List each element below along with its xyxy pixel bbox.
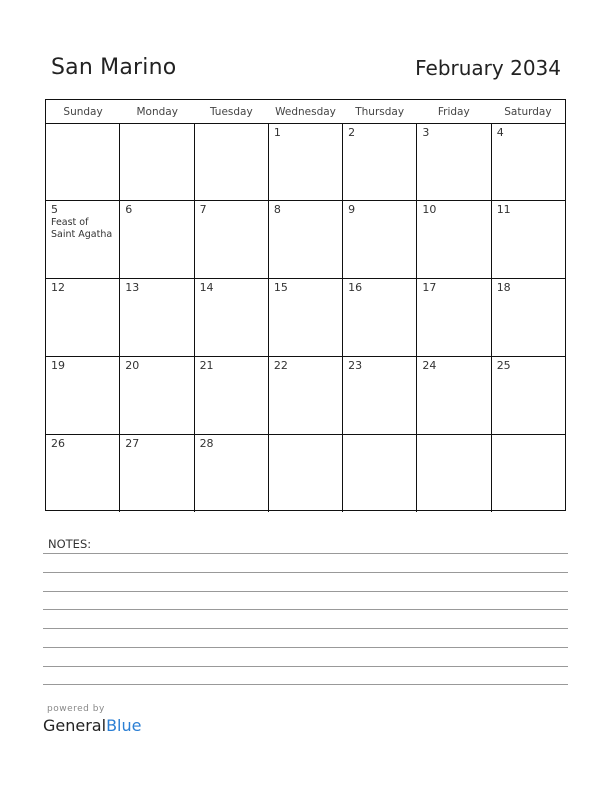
calendar-grid [45, 99, 566, 511]
day-number: 14 [199, 281, 214, 294]
day-number: 4 [496, 126, 504, 139]
week-row [46, 124, 565, 201]
day-cell [195, 124, 269, 200]
weekday-monday: Monday [136, 106, 178, 118]
month-year: February 2034 [415, 56, 561, 80]
day-cell [492, 201, 565, 278]
day-number: 18 [496, 281, 511, 294]
weekday-friday: Friday [437, 106, 470, 118]
day-cell [492, 435, 565, 512]
day-cell [343, 201, 417, 278]
day-cell [269, 124, 343, 200]
powered-by-text: powered by [47, 704, 105, 714]
day-number: 24 [422, 359, 437, 372]
weekday-header [46, 100, 565, 124]
day-cell [46, 435, 120, 512]
notes-line [43, 628, 568, 629]
day-cell [269, 435, 343, 512]
day-number: 16 [348, 281, 363, 294]
day-number: 5 [51, 203, 58, 216]
day-number: 10 [422, 203, 437, 216]
day-number: 17 [422, 281, 437, 294]
day-number: 21 [199, 359, 214, 372]
notes-line [43, 591, 568, 592]
day-cell [417, 279, 491, 356]
page-title: San Marino [51, 55, 177, 80]
brand-general: General [43, 716, 107, 735]
day-cell [269, 357, 343, 434]
day-cell [120, 201, 194, 278]
day-number: 27 [125, 437, 140, 450]
day-cell [195, 279, 269, 356]
day-number: 25 [496, 359, 511, 372]
notes-line [43, 572, 568, 573]
notes-line [43, 553, 568, 554]
day-cell [343, 357, 417, 434]
day-number: 19 [51, 359, 65, 372]
day-number: 28 [199, 437, 214, 450]
day-cell [492, 279, 565, 356]
day-cell [195, 201, 269, 278]
day-cell [120, 124, 194, 200]
day-cell [120, 435, 194, 512]
weekday-wednesday: Wednesday [275, 106, 336, 118]
day-number: 26 [51, 437, 65, 450]
day-number: 9 [348, 203, 356, 216]
week-row [46, 201, 565, 279]
day-cell [46, 357, 120, 434]
weekday-saturday: Saturday [504, 106, 552, 118]
day-cell [492, 124, 565, 200]
day-cell [417, 201, 491, 278]
day-number: 6 [125, 203, 133, 216]
holiday-event: Feast of Saint Agatha [51, 217, 113, 240]
brand-logo [43, 716, 141, 735]
day-number: 1 [273, 126, 281, 139]
day-cell [46, 124, 120, 200]
brand-blue: Blue [106, 716, 142, 735]
day-cell [195, 357, 269, 434]
day-cell [46, 201, 120, 278]
day-cell [417, 357, 491, 434]
day-number: 23 [348, 359, 363, 372]
day-cell [492, 357, 565, 434]
day-number: 2 [348, 126, 356, 139]
day-cell [120, 357, 194, 434]
notes-label: NOTES: [48, 537, 92, 551]
day-number: 20 [125, 359, 140, 372]
day-number: 22 [273, 359, 288, 372]
day-number: 15 [273, 281, 288, 294]
day-number: 13 [125, 281, 140, 294]
day-cell [46, 279, 120, 356]
notes-line [43, 647, 568, 648]
day-cell [343, 124, 417, 200]
day-cell [417, 435, 491, 512]
day-cell [120, 279, 194, 356]
week-row [46, 357, 565, 435]
week-row [46, 435, 565, 512]
day-cell [195, 435, 269, 512]
day-cell [417, 124, 491, 200]
weekday-thursday: Thursday [355, 106, 405, 118]
day-number: 7 [199, 203, 207, 216]
weekday-sunday: Sunday [63, 106, 103, 118]
day-number: 12 [51, 281, 65, 294]
notes-line [43, 609, 568, 610]
day-cell [269, 279, 343, 356]
day-cell [343, 279, 417, 356]
day-number: 3 [422, 126, 430, 139]
day-cell [343, 435, 417, 512]
day-number: 8 [273, 203, 281, 216]
day-cell [269, 201, 343, 278]
notes-line [43, 666, 568, 667]
weekday-tuesday: Tuesday [209, 106, 253, 118]
week-row [46, 279, 565, 357]
day-number: 11 [496, 203, 511, 216]
notes-line [43, 684, 568, 685]
